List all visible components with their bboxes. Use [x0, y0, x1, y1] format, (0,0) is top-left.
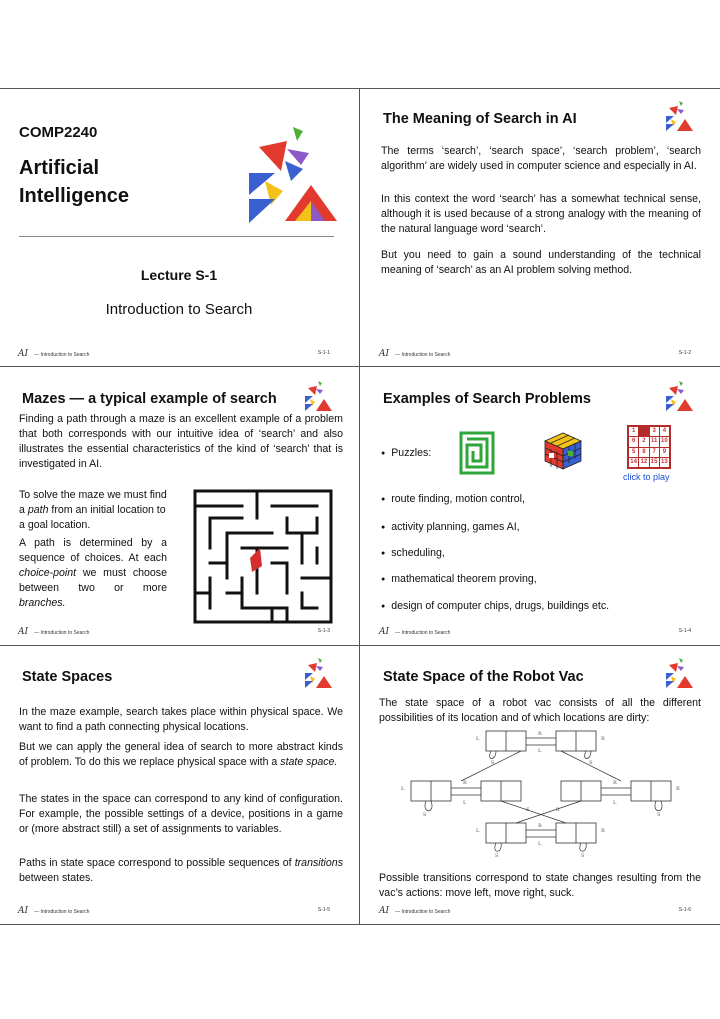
column-divider	[359, 88, 360, 924]
lecture-number: Lecture S-1	[140, 267, 218, 283]
ai-logo-icon: AI	[379, 349, 390, 359]
svg-text:R: R	[538, 731, 542, 737]
tangram-logo-small	[304, 381, 334, 411]
puzzle-tile[interactable]	[639, 427, 648, 436]
puzzle-tile[interactable]: 6	[629, 437, 638, 446]
paragraph-4: Paths in state space correspond to possible sequences of transitions between states.	[19, 857, 343, 884]
slide-number: S-1-4	[678, 628, 691, 634]
maze-image	[192, 488, 334, 625]
title-line-1: Artificial	[19, 157, 100, 179]
footer-text: — Introduction to Search	[34, 630, 90, 636]
puzzle-tile[interactable]: 14	[629, 458, 638, 467]
slide-title: Mazes — a typical example of search	[22, 391, 277, 407]
slide-title: State Space of the Robot Vac	[383, 669, 584, 685]
puzzle-tile[interactable]: 13	[660, 458, 669, 467]
paragraph-1: Finding a path through a maze is an excellent example of a problem that both corresponds with our intuitive idea of ‘search’ and also illustrates the essential characteristics of the kind of ‘search’ that is investigated in AI.	[19, 413, 343, 470]
title-rule	[19, 236, 334, 237]
puzzle-tile[interactable]: 12	[639, 458, 648, 467]
footer-text: — Introduction to Search	[395, 352, 451, 358]
slide-footer	[379, 625, 691, 637]
slide-number: S-1-2	[678, 350, 691, 356]
puzzle-tile[interactable]: 5	[629, 448, 638, 457]
svg-text:S: S	[526, 807, 530, 813]
puzzle-tile[interactable]: 9	[660, 448, 669, 457]
slide-title: The Meaning of Search in AI	[383, 111, 577, 127]
slide-6	[361, 646, 719, 922]
slide-5	[0, 646, 358, 922]
svg-text:L: L	[538, 841, 542, 847]
paragraph-2: To solve the maze we must find a path from an initial location to a goal location.	[19, 489, 167, 531]
puzzle-tile[interactable]: 15	[650, 458, 659, 467]
paragraph-1: The state space of a robot vac consists of all the different possibilities of its location and of which locations are dirty:	[379, 697, 701, 724]
ai-logo-icon: AI	[379, 906, 390, 916]
tangram-logo-large	[245, 125, 343, 225]
list-item: ● design of computer chips, drugs, buildings etc.	[381, 600, 609, 612]
tangram-logo-small	[665, 658, 695, 688]
paragraph-2: Possible transitions correspond to state changes resulting from the vac’s actions: move left, move right, suck.	[379, 872, 701, 899]
svg-text:R: R	[676, 786, 680, 792]
paragraph-2: In this context the word ‘search’ has a somewhat technical sense, although it is used because of a strong analogy with the meaning of the natural language word ‘search’.	[381, 193, 701, 235]
slide-footer	[379, 347, 691, 359]
puzzle-tile[interactable]: 8	[639, 448, 648, 457]
tangram-logo-small	[304, 658, 334, 688]
paragraph-2: But we can apply the general idea of search to more abstract kinds of problem. To do this we replace physical space with a state space.	[19, 741, 343, 768]
svg-text:R: R	[601, 736, 605, 742]
svg-text:S: S	[423, 812, 427, 818]
svg-text:S: S	[491, 760, 495, 766]
tangram-logo-small	[665, 381, 695, 411]
svg-text:S: S	[556, 807, 560, 813]
svg-text:L: L	[401, 786, 405, 792]
list-item: ● activity planning, games AI,	[381, 521, 520, 533]
slide-number: S-1-6	[678, 907, 691, 913]
svg-text:L: L	[538, 748, 542, 754]
footer-text: — Introduction to Search	[395, 909, 451, 915]
slide-title: State Spaces	[22, 669, 113, 685]
svg-text:S: S	[581, 853, 585, 859]
slide-number: S-1-3	[317, 628, 330, 634]
list-item: ● scheduling,	[381, 547, 445, 559]
lecture-subtitle: Introduction to Search	[105, 301, 253, 318]
svg-text:L: L	[476, 828, 480, 834]
puzzle-tile[interactable]: 11	[650, 437, 659, 446]
slide-number: S-1-5	[317, 907, 330, 913]
click-to-play-link[interactable]: click to play	[623, 472, 670, 482]
svg-text:R: R	[538, 823, 542, 829]
footer-text: — Introduction to Search	[34, 909, 90, 915]
slide-footer	[18, 904, 330, 916]
svg-text:S: S	[657, 812, 661, 818]
footer-text: — Introduction to Search	[395, 630, 451, 636]
course-code: COMP2240	[19, 124, 98, 141]
list-item: ● Puzzles:	[381, 447, 431, 459]
ai-logo-icon: AI	[18, 906, 29, 916]
svg-text:R: R	[463, 780, 467, 786]
tangram-logo-small	[665, 101, 695, 131]
slide-footer	[18, 347, 330, 359]
puzzle-tile[interactable]: 4	[660, 427, 669, 436]
list-item: ● route finding, motion control,	[381, 493, 525, 505]
puzzle-tile[interactable]: 10	[660, 437, 669, 446]
slide-title: Examples of Search Problems	[383, 391, 591, 407]
slide-4	[361, 367, 719, 643]
svg-text:L: L	[613, 800, 617, 806]
ai-logo-icon: AI	[18, 349, 29, 359]
rubiks-cube-icon	[541, 429, 585, 471]
list-item: ● mathematical theorem proving,	[381, 573, 537, 585]
slide-1	[0, 89, 358, 365]
state-space-diagram	[391, 726, 691, 861]
puzzle-tile[interactable]: 2	[639, 437, 648, 446]
puzzle-tile[interactable]: 1	[629, 427, 638, 436]
svg-text:L: L	[463, 800, 467, 806]
ai-logo-icon: AI	[379, 627, 390, 637]
svg-text:S: S	[589, 760, 593, 766]
slide-footer	[18, 625, 330, 637]
title-line-2: Intelligence	[19, 185, 130, 207]
svg-text:S: S	[495, 853, 499, 859]
paragraph-3: But you need to gain a sound understanding of the technical meaning of ‘search’ as an AI problem solving method.	[381, 249, 701, 276]
paragraph-1: In the maze example, search takes place within physical space. We want to find a path connecting physical locations.	[19, 706, 343, 733]
puzzle-tile[interactable]: 7	[650, 448, 659, 457]
row-divider-bottom	[0, 924, 720, 925]
ai-logo-icon: AI	[18, 627, 29, 637]
footer-text: — Introduction to Search	[34, 352, 90, 358]
paragraph-3: A path is determined by a sequence of choices. At each choice-point we must choose between two or more branches.	[19, 537, 167, 609]
svg-text:R: R	[601, 828, 605, 834]
svg-text:L: L	[476, 736, 480, 742]
paragraph-1: The terms ‘search’, ‘search space’, ‘search problem’, ‘search algorithm’ are widely used in computer science and especially in AI.	[381, 145, 701, 172]
slide-3	[0, 367, 358, 643]
slide-number: S-1-1	[317, 350, 330, 356]
svg-text:R: R	[613, 780, 617, 786]
green-maze-icon	[459, 431, 495, 475]
paragraph-3: The states in the space can correspond to any kind of configuration. For example, the possible settings of a device, positions in a game or (more abstract still) a set of assignments to variables.	[19, 793, 343, 835]
slide-footer	[379, 904, 691, 916]
fifteen-puzzle[interactable]	[627, 425, 671, 469]
puzzle-tile[interactable]: 3	[650, 427, 659, 436]
slide-2	[361, 89, 719, 365]
